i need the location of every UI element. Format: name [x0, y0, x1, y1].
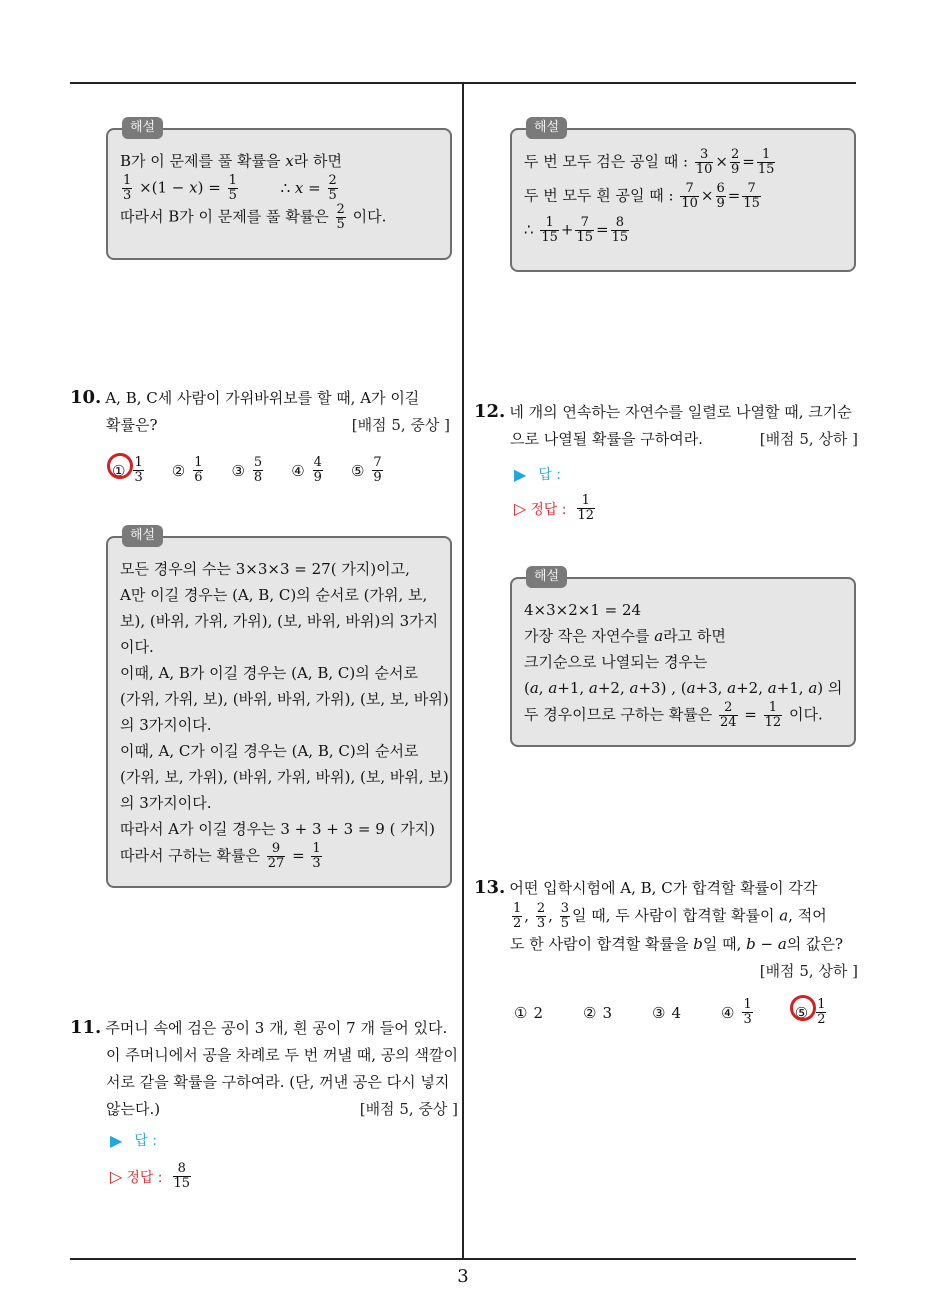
play-icon: ▶: [514, 464, 527, 484]
explanation-line: 의 3가지이다.: [120, 716, 212, 734]
choice-1[interactable]: ① 2: [514, 1003, 543, 1022]
fraction: $\frac{2}{5}$: [336, 202, 345, 232]
explanation-line: (𝑎, 𝑎+1, 𝑎+2, 𝑎+3) , (𝑎+3, 𝑎+2, 𝑎+1, 𝑎) 의: [524, 679, 843, 697]
fraction: $\frac{1}{3}$: [312, 841, 321, 871]
question-text: 않는다.): [106, 1100, 161, 1118]
page-number: 3: [457, 1266, 469, 1287]
fraction: $\frac{1}{2}$: [513, 901, 522, 931]
question-text: 확률은?: [106, 416, 158, 434]
explanation-tag: 해설: [526, 566, 567, 588]
play-icon: ▶: [110, 1130, 123, 1150]
explanation-tag: 해설: [122, 525, 163, 547]
selected-circle-icon: [107, 453, 133, 479]
explanation-line: 따라서 구하는 확률은 $\frac{9}{27}$ = $\frac{1}{3}$: [120, 841, 321, 871]
question-number: 10.: [70, 387, 102, 408]
explanation-tag: 해설: [526, 117, 567, 139]
correct-answer-q12: ▷ 정답 : $\frac{1}{12}$: [514, 493, 595, 523]
explanation-line: (가위, 가위, 보), (바위, 바위, 가위), (보, 보, 바위): [120, 690, 449, 708]
fraction: $\frac{1}{5}$: [228, 173, 237, 203]
fraction: $\frac{2}{3}$: [536, 901, 546, 931]
score-meta: [배점 5, 중상 ]: [351, 416, 450, 434]
question-10: [70, 384, 450, 439]
answer-input-q12[interactable]: ▶ 답 :: [514, 464, 562, 484]
question-text: 으로 나열될 확률을 구하여라.: [510, 430, 703, 448]
column-divider: [462, 83, 464, 1259]
explanation-line: A만 이길 경우는 (A, B, C)의 순서로 (가위, 보,: [120, 586, 428, 604]
play-outline-icon: ▷: [110, 1167, 123, 1186]
question-text: A, B, C세 사람이 가위바위보를 할 때, A가 이길: [105, 389, 420, 407]
choice-3[interactable]: ③ 4: [652, 1003, 681, 1022]
choice-4[interactable]: ④ $\frac{1}{3}$: [721, 997, 752, 1027]
question-text: 주머니 속에 검은 공이 3 개, 흰 공이 7 개 들어 있다.: [105, 1019, 448, 1037]
question-number: 13.: [474, 877, 506, 898]
fraction: $\frac{3}{5}$: [560, 901, 569, 931]
question-number: 11.: [70, 1017, 102, 1038]
choice-2[interactable]: ② 3: [583, 1003, 612, 1022]
explanation-line: 따라서 B가 이 문제를 풀 확률은 $\frac{2}{5}$ 이다.: [120, 202, 387, 232]
choice-3[interactable]: ③ $\frac{5}{8}$: [231, 455, 263, 485]
choice-1[interactable]: ① $\frac{1}{3}$: [112, 456, 146, 485]
question-text: 이 주머니에서 공을 차례로 두 번 꺼낼 때, 공의 색깔이: [106, 1046, 458, 1064]
explanation-line: B가 이 문제를 풀 확률을 𝑥라 하면: [120, 152, 342, 170]
choices-q13: [514, 998, 854, 1027]
explanation-line: 두 번 모두 검은 공일 때 : $\frac{3}{10}$ × $\frac{2}{9}$ = $\frac{1}{15}$: [524, 147, 775, 177]
explanation-line: ∴ $\frac{1}{15}$ + $\frac{7}{15}$ = $\frac{8}{15}$: [524, 215, 629, 245]
explanation-box-q11: [510, 120, 856, 272]
answer-input-q11[interactable]: ▶ 답 :: [110, 1130, 158, 1150]
explanation-line: 이때, A, B가 이길 경우는 (A, B, C)의 순서로: [120, 664, 418, 682]
correct-answer-q11: ▷ 정답 : $\frac{8}{15}$: [110, 1161, 191, 1191]
explanation-line: 두 경우이므로 구하는 확률은 $\frac{2}{24}$ = $\frac{1}{12}$ 이다.: [524, 700, 823, 730]
question-text: 어떤 입학시험에 A, B, C가 합격할 확률이 각각: [509, 879, 818, 897]
question-text: 도 한 사람이 합격할 확률을 𝑏일 때, 𝑏 − 𝑎의 값은?: [510, 935, 844, 953]
score-meta: [배점 5, 상하 ]: [759, 430, 858, 448]
question-text: 네 개의 연속하는 자연수를 일렬로 나열할 때, 크기순: [509, 403, 852, 421]
fraction: $\frac{9}{27}$: [267, 841, 285, 871]
explanation-line: 모든 경우의 수는 3×3×3 = 27( 가지)이고,: [120, 560, 410, 578]
explanation-line: 두 번 모두 흰 공일 때 : $\frac{7}{10}$ × $\frac{6}{9}$ = $\frac{7}{15}$: [524, 181, 760, 211]
question-text: 서로 같을 확률을 구하여라. (단, 꺼낸 공은 다시 넣지: [106, 1073, 450, 1091]
question-11: [70, 1014, 458, 1123]
question-number: 12.: [474, 401, 506, 422]
explanation-line: (가위, 보, 가위), (바위, 가위, 바위), (보, 바위, 보): [120, 768, 449, 786]
bottom-rule: [70, 1258, 856, 1260]
question-13: 13. 어떤 입학시험에 A, B, C가 합격할 확률이 각각 $\frac{1}{2}$ , $\frac{2}{3}$ , $\frac{3}{5}$ 일 때, 두 사람이 합격할 확률이 𝑎, 적어 도 한 사람이 합격할 확률을 𝑏일 때, 𝑏 − 𝑎의 값은? [배점 5, 상하 ]: [474, 874, 858, 985]
fraction: $\frac{1}{12}$: [764, 700, 782, 730]
fraction: $\frac{8}{15}$: [173, 1161, 191, 1191]
selected-circle-icon: [790, 995, 816, 1021]
choice-2[interactable]: ② $\frac{1}{6}$: [171, 455, 203, 485]
explanation-box-q10: [106, 528, 452, 888]
explanation-line: 크기순으로 나열되는 경우는: [524, 653, 708, 671]
score-meta: [배점 5, 중상 ]: [359, 1100, 458, 1118]
choice-5[interactable]: ⑤ $\frac{1}{2}$: [795, 998, 829, 1027]
explanation-line: 4×3×2×1 = 24: [524, 601, 642, 619]
explanation-tag: 해설: [122, 117, 163, 139]
explanation-line: $\frac{1}{3}$ ×(1 − 𝑥) = $\frac{1}{5}$ ∴ 𝑥 = $\frac{2}{5}$: [123, 173, 337, 203]
explanation-box-q9: [106, 120, 452, 260]
explanation-line: 보), (바위, 가위, 가위), (보, 바위, 바위)의 3가지: [120, 612, 439, 630]
fraction: $\frac{2}{24}$: [719, 700, 737, 730]
question-12: [474, 398, 858, 453]
explanation-line: 따라서 A가 이길 경우는 3 + 3 + 3 = 9 ( 가지): [120, 820, 436, 838]
explanation-box-q12: [510, 569, 856, 747]
fraction: $\frac{1}{3}$: [123, 173, 132, 203]
fraction: $\frac{2}{5}$: [328, 173, 337, 203]
fraction: $\frac{1}{12}$: [577, 493, 595, 523]
explanation-line: 가장 작은 자연수를 𝑎라고 하면: [524, 627, 726, 645]
score-meta: [배점 5, 상하 ]: [759, 962, 858, 980]
choice-4[interactable]: ④ $\frac{4}{9}$: [291, 455, 322, 485]
play-outline-icon: ▷: [514, 499, 527, 518]
explanation-line: 이때, A, C가 이길 경우는 (A, B, C)의 순서로: [120, 742, 419, 760]
explanation-line: 의 3가지이다.: [120, 794, 212, 812]
explanation-line: 이다.: [120, 638, 154, 656]
question-text: 일 때, 두 사람이 합격할 확률이 𝑎, 적어: [571, 906, 827, 925]
choices-q10: [112, 456, 411, 485]
choice-5[interactable]: ⑤ $\frac{7}{9}$: [350, 455, 382, 485]
